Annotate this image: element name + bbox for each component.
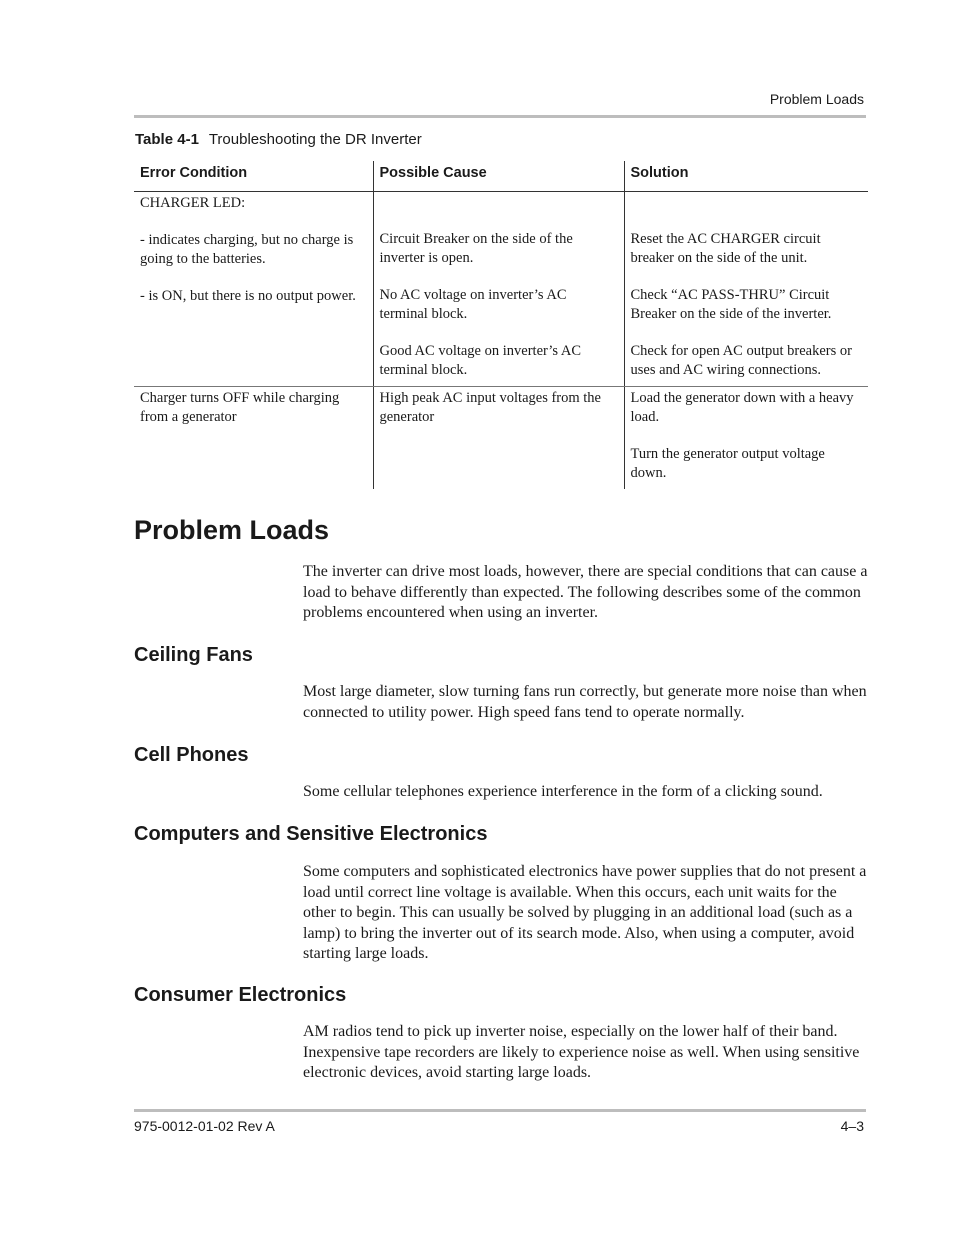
table-cell-cause [373, 387, 624, 490]
table-cell-cause [373, 192, 624, 387]
cell-text: CHARGER LED: [140, 195, 246, 211]
cell-text: Check for open AC output breakers or uses and AC wiring connections. [630, 343, 852, 378]
table-caption-title: Troubleshooting the DR Inverter [208, 131, 422, 148]
doc-number: 975-0012-01-02 Rev A [134, 1118, 275, 1134]
column-header-possible-cause: Possible Cause [373, 161, 624, 192]
cell-text: Charger turns OFF while charging from a generator [140, 390, 340, 425]
table-cell-solution [624, 192, 868, 387]
subsection-title-cell-phones: Cell Phones [134, 744, 249, 766]
cell-text: - is ON, but there is no output power. [140, 288, 356, 304]
table-header-row [134, 161, 868, 192]
cell-text: Turn the generator output voltage down. [630, 446, 825, 481]
cell-text: No AC voltage on inverter’s AC terminal block. [379, 287, 567, 322]
header-rule [134, 115, 866, 118]
table-row [134, 387, 868, 490]
cell-text: - indicates charging, but no charge is going to the batteries. [140, 232, 354, 267]
cell-text: Circuit Breaker on the side of the inverter is open. [379, 231, 573, 266]
section-intro: The inverter can drive most loads, however, there are special conditions that can cause a load to behave differently than expected. The following describes some of the common problems encountered when using an inverter. [303, 563, 868, 621]
cell-text: Check “AC PASS-THRU” Circuit Breaker on the side of the inverter. [630, 287, 832, 322]
table-caption-number: Table 4-1 [135, 131, 199, 148]
page-number: 4–3 [840, 1118, 864, 1134]
troubleshooting-table [134, 161, 868, 489]
subsection-text-ceiling-fans: Most large diameter, slow turning fans run correctly, but generate more noise than when connected to utility power. High speed fans tend to operate normally. [303, 683, 867, 721]
subsection-text-cell-phones: Some cellular telephones experience interference in the form of a clicking sound. [303, 783, 823, 800]
cell-text: Good AC voltage on inverter’s AC terminal block. [379, 343, 582, 378]
subsection-title-ceiling-fans: Ceiling Fans [134, 644, 253, 666]
footer-rule [134, 1109, 866, 1112]
running-header: Problem Loads [769, 91, 864, 107]
table-row [134, 192, 868, 387]
subsection-title-computers: Computers and Sensitive Electronics [134, 823, 488, 845]
section-title: Problem Loads [134, 515, 330, 545]
column-header-error-condition: Error Condition [134, 161, 373, 192]
table-cell-condition [134, 387, 373, 490]
subsection-text-consumer-electronics: AM radios tend to pick up inverter noise, especially on the lower half of their band. Inexpensive tape recorders are likely to experience noise as well. When using sensitive electronic devices, avoid starting large loads. [303, 1023, 860, 1081]
table-caption [135, 131, 422, 148]
cell-text: Load the generator down with a heavy load. [630, 390, 854, 425]
table-cell-solution [624, 387, 868, 490]
column-header-solution: Solution [624, 161, 868, 192]
cell-text: Reset the AC CHARGER circuit breaker on the side of the unit. [630, 231, 821, 266]
subsection-title-consumer-electronics: Consumer Electronics [134, 984, 347, 1006]
subsection-text-computers: Some computers and sophisticated electronics have power supplies that do not present a load until correct line voltage is available. When this occurs, each unit waits for the other to begin. This can usually be solved by plugging in an additional load (such as a lamp) to bring the inverter out of its search mode. Also, when using a computer, avoid starting large loads. [303, 863, 867, 962]
table-cell-condition [134, 192, 373, 387]
cell-text: High peak AC input voltages from the generator [379, 390, 601, 425]
